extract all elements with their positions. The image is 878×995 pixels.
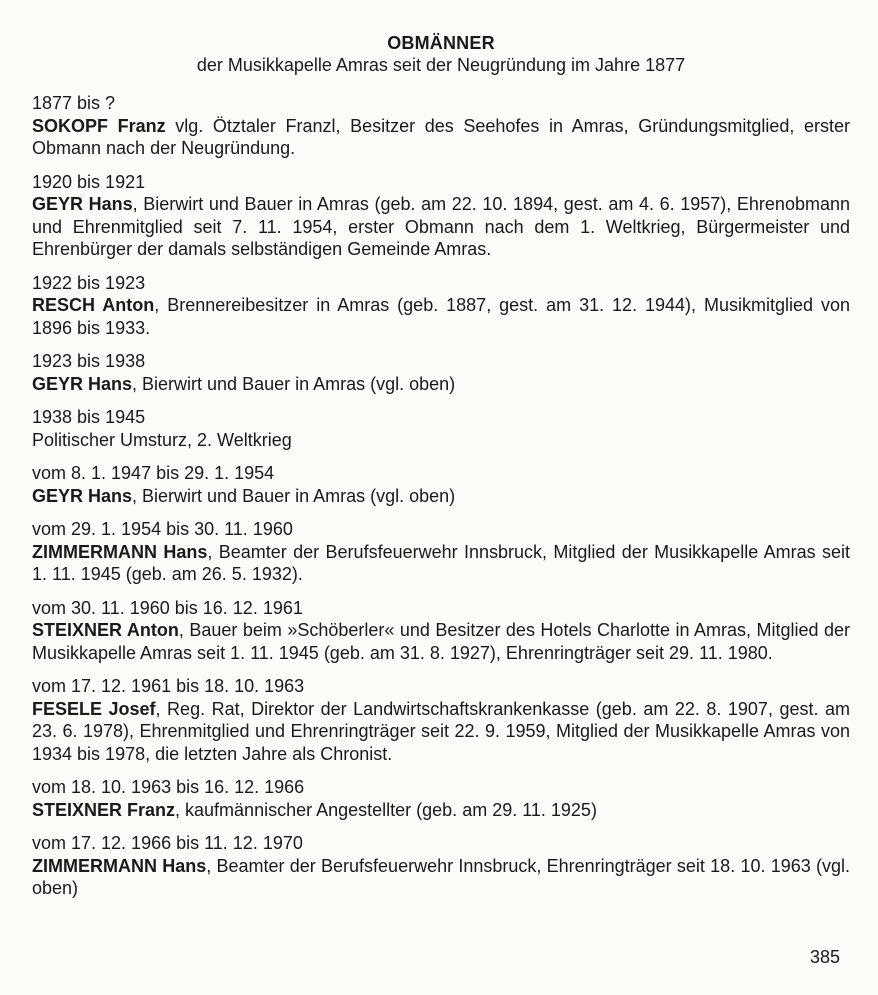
- list-item: [32, 350, 850, 395]
- entry-text: , Brennereibesitzer in Amras (geb. 1887, gest. am 31. 12. 1944), Musikmitglied von 1896 bis 1933.: [32, 295, 851, 338]
- document-page: [32, 32, 850, 911]
- entry-name: GEYR Hans: [32, 485, 133, 506]
- list-item: [32, 675, 850, 765]
- entry-description: [32, 115, 850, 160]
- entry-text: , Beamter der Berufsfeuerwehr Innsbruck, Ehrenringträger seit 18. 10. 1963 (vgl. oben): [32, 855, 850, 898]
- list-item: [32, 832, 850, 900]
- entry-period: vom 18. 10. 1963 bis 16. 12. 1966: [32, 777, 305, 797]
- entry-period: vom 30. 11. 1960 bis 16. 12. 1961: [32, 597, 303, 618]
- entry-name: SOKOPF Franz: [32, 115, 166, 136]
- entry-period: vom 17. 12. 1966 bis 11. 12. 1970: [32, 833, 303, 853]
- page-number: 385: [810, 947, 841, 967]
- list-item: [32, 171, 850, 261]
- entry-name: STEIXNER Franz: [32, 799, 176, 820]
- list-item: [32, 597, 850, 665]
- entry-period: vom 17. 12. 1961 bis 18. 10. 1963: [32, 676, 305, 696]
- entry-text: , Beamter der Berufsfeuerwehr Innsbruck, Mitglied der Musikkapelle Amras seit 1. 11. 1945 (geb. am 26. 5. 1932).: [32, 541, 850, 584]
- entry-period: 1877 bis ?: [32, 93, 116, 113]
- list-item: [32, 462, 850, 507]
- entry-description: [32, 541, 850, 586]
- entry-text: , Bierwirt und Bauer in Amras (geb. am 22. 10. 1894, gest. am 4. 6. 1957), Ehrenobmann und Ehrenmitglied seit 7. 11. 1954, erster Obmann nach dem 1. Weltkrieg, Bürgermeister und Ehrenbürger der damals selbständigen Gemeinde Amras.: [32, 194, 850, 259]
- entry-description: [32, 294, 850, 339]
- entry-name: GEYR Hans: [32, 373, 133, 394]
- entry-description: [32, 193, 850, 261]
- list-item: [32, 776, 850, 821]
- entry-name: GEYR Hans: [32, 194, 133, 214]
- entry-text: , Bauer beim »Schöberler« und Besitzer des Hotels Charlotte in Amras, Mitglied der Musikkapelle Amras seit 1. 11. 1945 (geb. am 31. 8. 1927), Ehrenringträger seit 29. 11. 1980.: [32, 620, 850, 663]
- entry-description: [32, 799, 850, 822]
- entry-text: Politischer Umsturz, 2. Weltkrieg: [32, 429, 292, 450]
- entry-description: [32, 619, 850, 664]
- list-item: [32, 272, 850, 340]
- entry-name: RESCH Anton: [32, 295, 155, 315]
- list-item: [32, 518, 850, 586]
- entry-description: [32, 373, 850, 396]
- entry-period: vom 29. 1. 1954 bis 30. 11. 1960: [32, 519, 293, 539]
- entry-name: STEIXNER Anton: [32, 620, 179, 640]
- entry-text: , Reg. Rat, Direktor der Landwirtschaftskrankenkasse (geb. am 22. 8. 1907, gest. am 23. 6. 1978), Ehrenmitglied und Ehrenringträger seit 22. 9. 1959, Mitglied der Musikkapelle Amras von 1934 bis 1978, die letzten Jahre als Chronist.: [32, 698, 850, 764]
- entry-period: vom 8. 1. 1947 bis 29. 1. 1954: [32, 463, 275, 483]
- entry-name: FESELE Josef: [32, 698, 156, 719]
- entry-period: 1938 bis 1945: [32, 407, 146, 427]
- page-title: OBMÄNNER: [387, 33, 495, 53]
- entry-period: 1922 bis 1923: [32, 272, 146, 293]
- entry-name: ZIMMERMANN Hans: [32, 541, 208, 562]
- list-item: [32, 92, 850, 160]
- entry-text: , Bierwirt und Bauer in Amras (vgl. oben): [132, 485, 456, 506]
- entry-description: [32, 485, 850, 508]
- list-item: [32, 406, 850, 451]
- page-subtitle: der Musikkapelle Amras seit der Neugründung im Jahre 1877: [196, 55, 686, 75]
- entry-text: , Bierwirt und Bauer in Amras (vgl. oben): [132, 373, 456, 394]
- entry-text: , kaufmännischer Angestellter (geb. am 29. 11. 1925): [175, 799, 597, 820]
- entry-description: [32, 429, 850, 452]
- entry-text: vlg. Ötztaler Franzl, Besitzer des Seehofes in Amras, Gründungsmitglied, erster Obmann nach der Neugründung.: [32, 115, 850, 158]
- entry-description: [32, 855, 850, 900]
- entry-period: 1920 bis 1921: [32, 171, 146, 192]
- entry-name: ZIMMERMANN Hans: [32, 855, 207, 876]
- entry-period: 1923 bis 1938: [32, 351, 146, 371]
- entry-description: [32, 698, 850, 766]
